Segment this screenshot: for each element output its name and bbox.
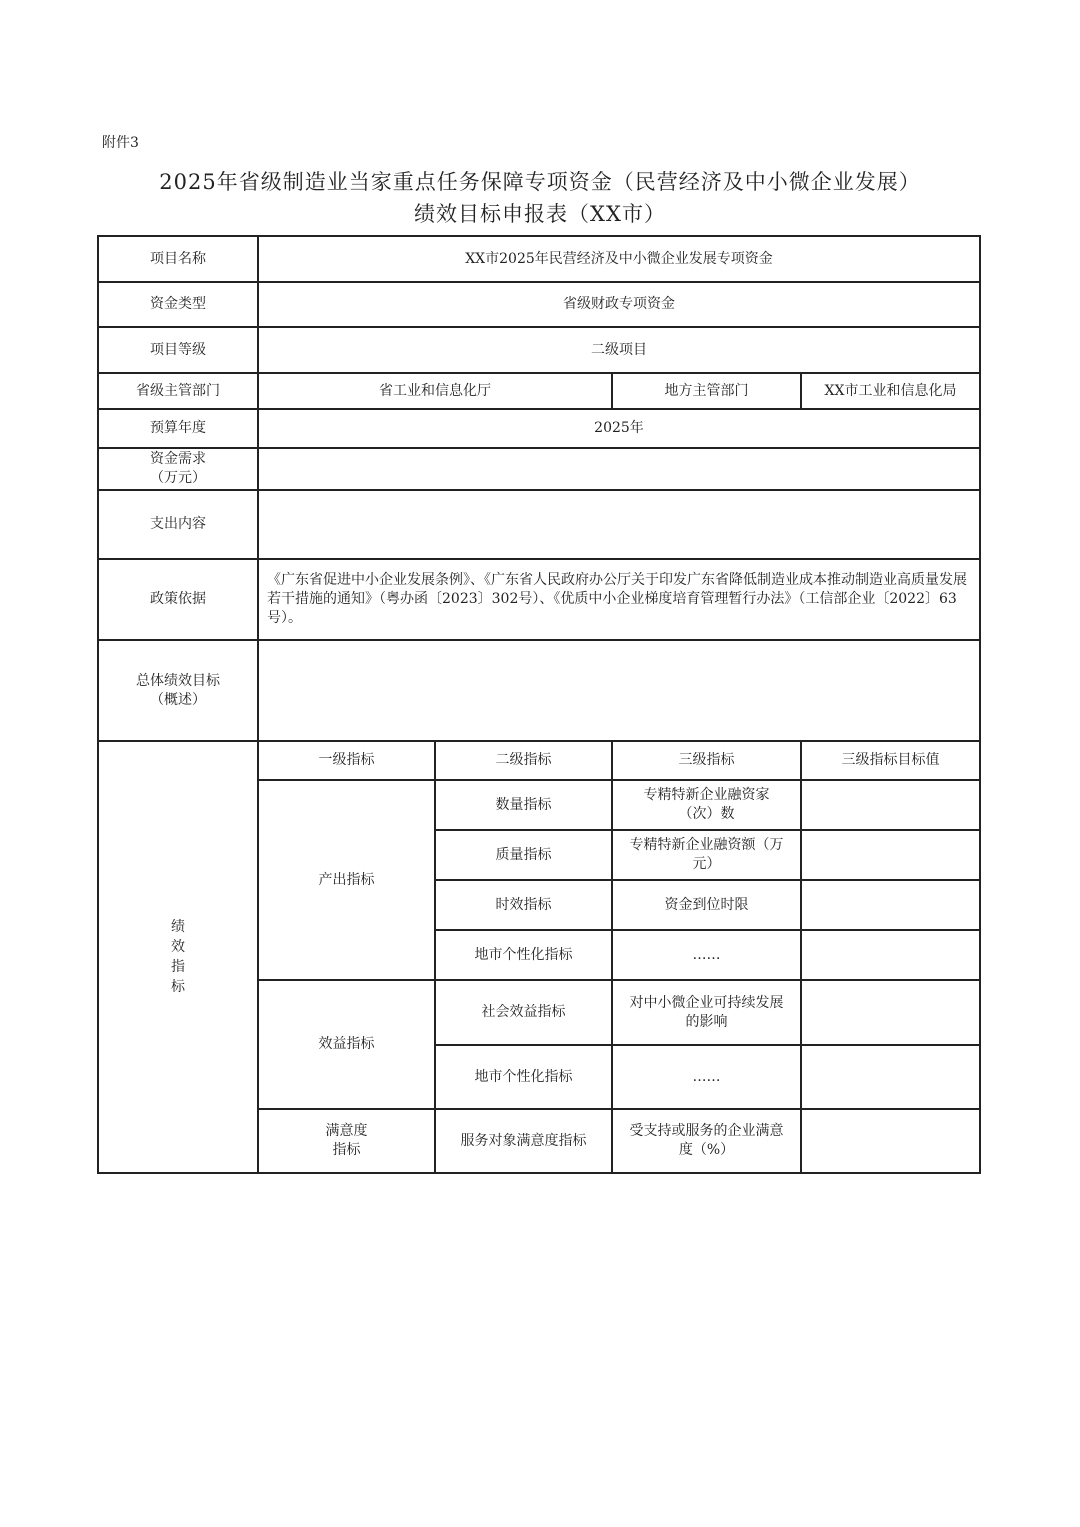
fund-demand-value[interactable] bbox=[258, 448, 980, 490]
level3-line: 度（%） bbox=[678, 1142, 735, 1158]
satisfaction-label-line-1: 满意度 bbox=[325, 1123, 368, 1139]
fund-demand-label-line-1: 资金需求 bbox=[150, 451, 206, 467]
target-value-cell[interactable] bbox=[801, 980, 980, 1045]
level3-cell: …… bbox=[612, 930, 801, 980]
performance-indicators-label bbox=[98, 741, 258, 1173]
level3-cell bbox=[612, 780, 801, 830]
level3-cell: 资金到位时限 bbox=[612, 880, 801, 930]
fund-type-label: 资金类型 bbox=[98, 282, 258, 327]
level3-cell bbox=[612, 980, 801, 1045]
fund-type-value: 省级财政专项资金 bbox=[258, 282, 980, 327]
project-name-value: XX市2025年民营经济及中小微企业发展专项资金 bbox=[258, 236, 980, 282]
attachment-label: 附件3 bbox=[102, 135, 139, 151]
target-value-cell[interactable] bbox=[801, 1045, 980, 1109]
section-label-char: 指 bbox=[171, 959, 185, 975]
provincial-dept-label: 省级主管部门 bbox=[98, 373, 258, 409]
target-value-cell[interactable] bbox=[801, 830, 980, 880]
level3-line: 元） bbox=[692, 856, 721, 872]
target-value-cell[interactable] bbox=[801, 930, 980, 980]
project-level-value: 二级项目 bbox=[258, 327, 980, 373]
level2-cell: 质量指标 bbox=[435, 830, 612, 880]
level2-cell: 社会效益指标 bbox=[435, 980, 612, 1045]
document-title-line-1: 2025年省级制造业当家重点任务保障专项资金（民营经济及中小微企业发展） bbox=[159, 170, 921, 194]
expenditure-label: 支出内容 bbox=[98, 490, 258, 559]
project-name-label: 项目名称 bbox=[98, 236, 258, 282]
level2-cell: 数量指标 bbox=[435, 780, 612, 830]
target-value-cell[interactable] bbox=[801, 780, 980, 830]
level3-cell: …… bbox=[612, 1045, 801, 1109]
expenditure-value[interactable] bbox=[258, 490, 980, 559]
header-target-value: 三级指标目标值 bbox=[801, 741, 980, 780]
level3-cell bbox=[612, 1109, 801, 1173]
overall-goal-label-line-2: （概述） bbox=[150, 691, 206, 708]
benefit-indicators-label: 效益指标 bbox=[258, 980, 435, 1109]
overall-goal-label bbox=[98, 640, 258, 741]
budget-year-value: 2025年 bbox=[258, 409, 980, 448]
satisfaction-label-line-2: 指标 bbox=[332, 1142, 361, 1158]
level2-cell: 地市个性化指标 bbox=[435, 930, 612, 980]
local-dept-label: 地方主管部门 bbox=[612, 373, 801, 409]
performance-goal-form bbox=[97, 235, 981, 1174]
section-label-char: 标 bbox=[171, 979, 185, 995]
level3-line: 对中小微企业可持续发展 bbox=[629, 994, 784, 1011]
level3-line: 专精特新企业融资家 bbox=[643, 787, 770, 803]
local-dept-value: XX市工业和信息化局 bbox=[801, 373, 980, 409]
level3-line: 受支持或服务的企业满意 bbox=[629, 1123, 784, 1139]
output-indicators-label: 产出指标 bbox=[258, 780, 435, 980]
header-level1: 一级指标 bbox=[258, 741, 435, 780]
header-level2: 二级指标 bbox=[435, 741, 612, 780]
policy-basis-value: 《广东省促进中小企业发展条例》、《广东省人民政府办公厅关于印发广东省降低制造业成本推动制造业高质量发展若干措施的通知》（粤办函〔2023〕302号）、《优质中小企业梯度培育管理暂行办法》（工信部企业〔2022〕63号）。 bbox=[258, 559, 980, 640]
level2-cell: 服务对象满意度指标 bbox=[435, 1109, 612, 1173]
level3-line: 专精特新企业融资额（万 bbox=[629, 837, 784, 853]
level3-line: （次）数 bbox=[678, 806, 735, 822]
fund-demand-label-line-2: （万元） bbox=[150, 470, 206, 486]
section-label-char: 效 bbox=[171, 939, 185, 955]
level2-cell: 时效指标 bbox=[435, 880, 612, 930]
level3-cell bbox=[612, 830, 801, 880]
document-title-line-2: 绩效目标申报表（XX市） bbox=[414, 202, 666, 226]
budget-year-label: 预算年度 bbox=[98, 409, 258, 448]
section-label-char: 绩 bbox=[171, 919, 185, 935]
level3-line: 的影响 bbox=[685, 1013, 728, 1030]
level2-cell: 地市个性化指标 bbox=[435, 1045, 612, 1109]
overall-goal-value[interactable] bbox=[258, 640, 980, 741]
header-level3: 三级指标 bbox=[612, 741, 801, 780]
target-value-cell[interactable] bbox=[801, 1109, 980, 1173]
overall-goal-label-line-1: 总体绩效目标 bbox=[136, 672, 220, 689]
satisfaction-indicators-label bbox=[258, 1109, 435, 1173]
project-level-label: 项目等级 bbox=[98, 327, 258, 373]
provincial-dept-value: 省工业和信息化厅 bbox=[258, 373, 612, 409]
fund-demand-label bbox=[98, 448, 258, 490]
policy-basis-label: 政策依据 bbox=[98, 559, 258, 640]
target-value-cell[interactable] bbox=[801, 880, 980, 930]
